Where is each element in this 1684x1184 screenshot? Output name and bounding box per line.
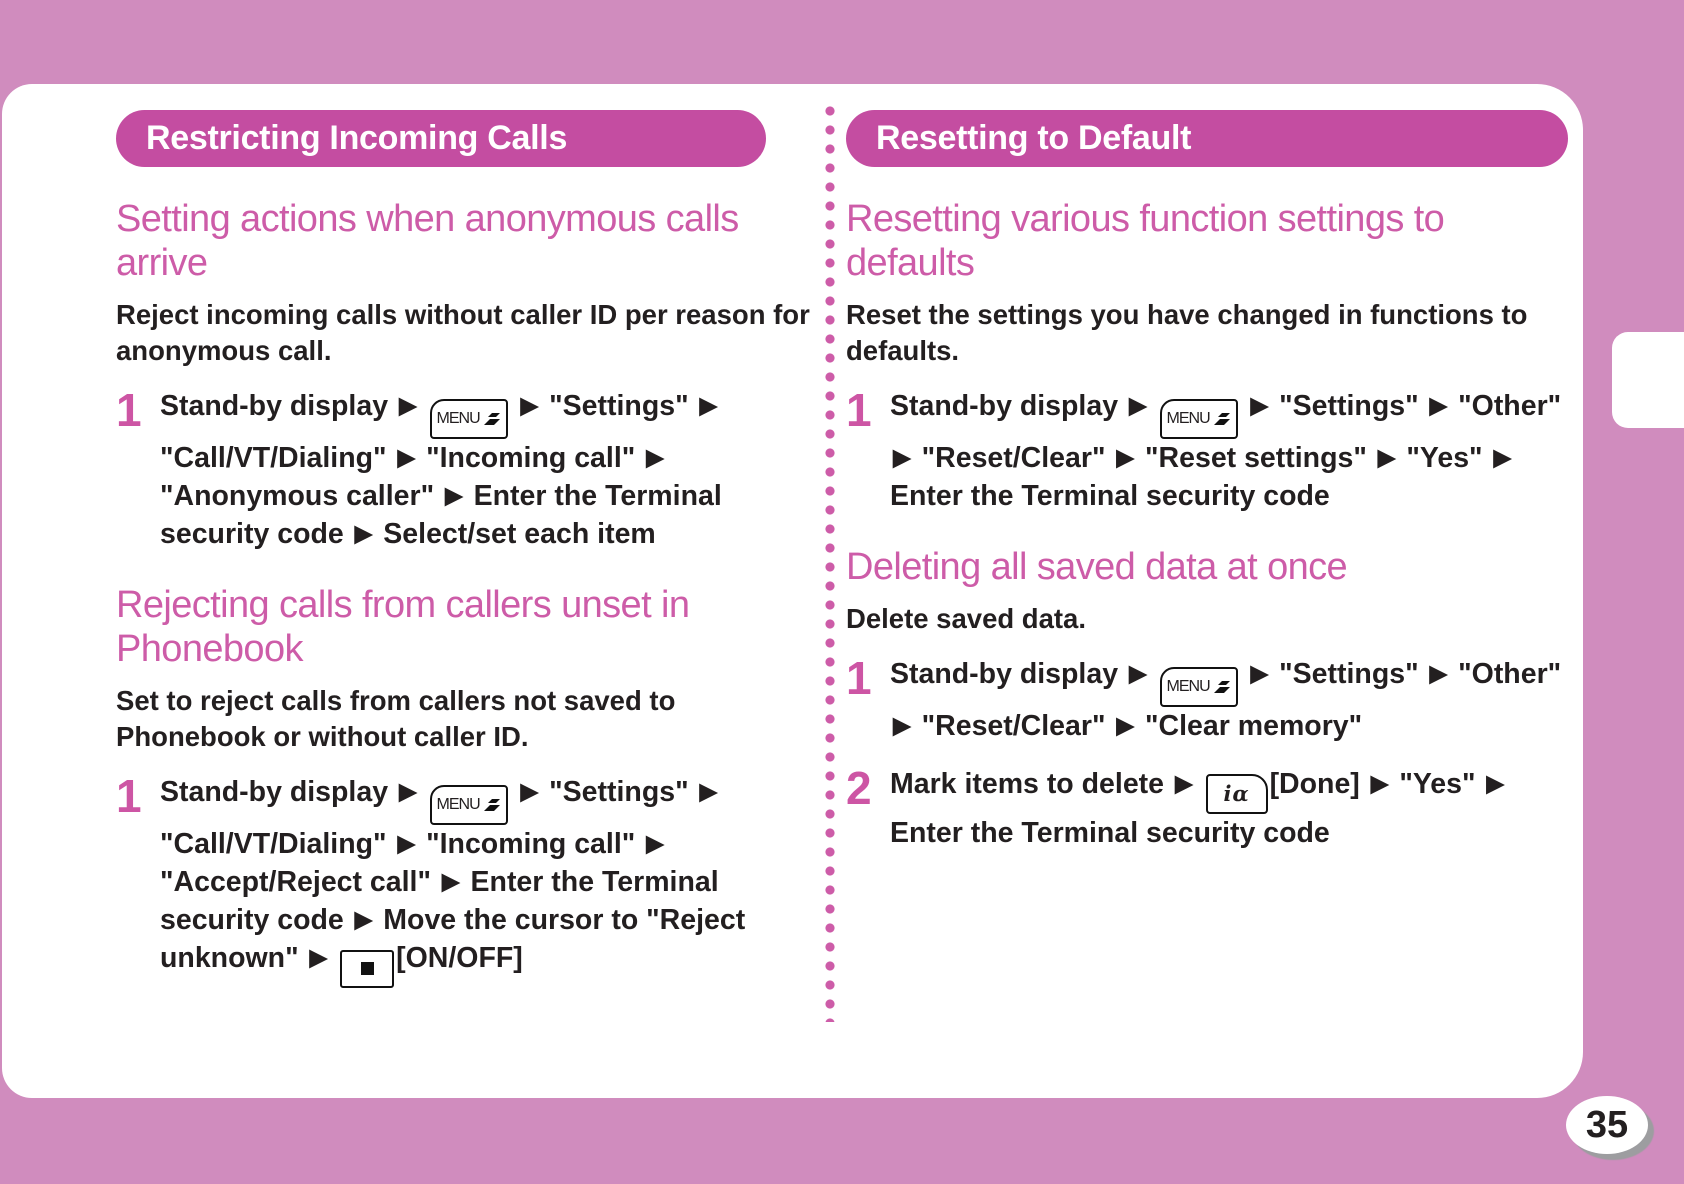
step-number: 1 bbox=[116, 769, 141, 822]
menu-key-label: MENU bbox=[436, 409, 480, 427]
step-arrow-icon: ▶ bbox=[520, 391, 539, 418]
subsection-title: Resetting various function settings to defaults bbox=[846, 198, 1445, 285]
menu-key-icon bbox=[1160, 667, 1238, 707]
flip-page-glyph bbox=[483, 412, 501, 426]
subsection-title: Deleting all saved data at once bbox=[846, 546, 1348, 589]
step-arrow-icon: ▶ bbox=[520, 777, 539, 804]
step-arrow-icon: ▶ bbox=[1116, 711, 1135, 738]
step-arrow-icon: ▶ bbox=[699, 391, 718, 418]
step-arrow-icon: ▶ bbox=[646, 829, 664, 856]
step-arrow-icon: ▶ bbox=[1174, 770, 1193, 797]
column-divider-dotted-line bbox=[825, 106, 835, 1022]
section-header-bar: Resetting to Default bbox=[846, 110, 1568, 167]
page-number: 35 bbox=[1585, 1103, 1629, 1146]
subsection-intro: Delete saved data. bbox=[846, 603, 1086, 635]
menu-key-label: MENU bbox=[1166, 409, 1210, 427]
step-arrow-icon: ▶ bbox=[1128, 659, 1147, 686]
page-number-badge bbox=[1566, 1096, 1648, 1154]
step-arrow-icon: ▶ bbox=[1493, 443, 1512, 470]
flip-page-glyph bbox=[1213, 680, 1231, 694]
flip-page-glyph bbox=[1213, 412, 1231, 426]
menu-key-icon bbox=[430, 785, 508, 825]
step-number: 1 bbox=[116, 383, 141, 436]
step-arrow-icon: ▶ bbox=[893, 443, 911, 470]
step-number: 1 bbox=[846, 383, 871, 436]
menu-key-label: MENU bbox=[1166, 677, 1210, 695]
content-card bbox=[2, 84, 1583, 1098]
step-item bbox=[846, 383, 1574, 515]
step-text: Stand-by display ▶ MENU ▶ "Settings" ▶ "Other" ▶ "Reset/Clear" ▶ "Clear memory" bbox=[890, 657, 1562, 742]
step-arrow-icon: ▶ bbox=[699, 777, 718, 804]
step-arrow-icon: ▶ bbox=[646, 443, 664, 470]
menu-key-label: MENU bbox=[436, 795, 480, 813]
step-arrow-icon: ▶ bbox=[1377, 443, 1396, 470]
center-key-square bbox=[361, 962, 374, 975]
step-arrow-icon: ▶ bbox=[1128, 391, 1147, 418]
step-arrow-icon: ▶ bbox=[1250, 659, 1269, 686]
right-column bbox=[846, 110, 1574, 872]
step-text: Stand-by display ▶ MENU ▶ "Settings" ▶ "Call/VT/Dialing" ▶ "Incoming call" ▶ "Anonymous caller" ▶ Enter the Terminal security code ▶ Select/set each item bbox=[160, 389, 722, 551]
left-column bbox=[116, 110, 828, 1008]
subsection-intro: Set to reject calls from callers not saved to Phonebook or without caller ID. bbox=[116, 685, 676, 753]
step-item bbox=[846, 651, 1574, 745]
step-number: 1 bbox=[846, 651, 871, 704]
step-arrow-icon: ▶ bbox=[445, 481, 463, 508]
step-arrow-icon: ▶ bbox=[1116, 443, 1135, 470]
step-number: 2 bbox=[846, 762, 871, 815]
step-arrow-icon: ▶ bbox=[398, 391, 417, 418]
step-text: Mark items to delete ▶ iα [Done] ▶ "Yes" ▶ Enter the Terminal security code bbox=[890, 765, 1574, 852]
step-arrow-icon: ▶ bbox=[354, 906, 373, 933]
menu-key-icon bbox=[430, 399, 508, 439]
step-arrow-icon: ▶ bbox=[309, 944, 328, 971]
step-arrow-icon: ▶ bbox=[397, 829, 416, 856]
subsection-title: Setting actions when anonymous calls arrive bbox=[116, 198, 739, 285]
step-arrow-icon: ▶ bbox=[1429, 659, 1448, 686]
subsection-title: Rejecting calls from callers unset in Phonebook bbox=[116, 584, 690, 671]
step-arrow-icon: ▶ bbox=[1250, 391, 1269, 418]
step-item bbox=[116, 769, 828, 988]
flip-page-glyph bbox=[483, 798, 501, 812]
i-alpha-key-icon: iα bbox=[1206, 774, 1268, 814]
step-arrow-icon: ▶ bbox=[398, 777, 417, 804]
section-header-bar: Restricting Incoming Calls bbox=[116, 110, 766, 167]
step-arrow-icon: ▶ bbox=[1370, 770, 1389, 797]
center-select-key-icon bbox=[340, 950, 394, 988]
step-arrow-icon: ▶ bbox=[354, 520, 373, 547]
subsection-intro: Reset the settings you have changed in functions to defaults. bbox=[846, 299, 1528, 366]
subsection-intro: Reject incoming calls without caller ID per reason for anonymous call. bbox=[116, 299, 810, 366]
step-text: Stand-by display ▶ MENU ▶ "Settings" ▶ "Other" ▶ "Reset/Clear" ▶ "Reset settings" ▶ "Yes" ▶ Enter the Terminal security code bbox=[890, 389, 1562, 512]
step-item bbox=[116, 383, 828, 554]
step-arrow-icon: ▶ bbox=[441, 868, 460, 895]
step-arrow-icon: ▶ bbox=[397, 443, 416, 470]
step-arrow-icon: ▶ bbox=[1486, 770, 1505, 797]
step-text: Stand-by display ▶ MENU ▶ "Settings" ▶ "Call/VT/Dialing" ▶ "Incoming call" ▶ "Accept/Reject call" ▶ Enter the Terminal security code ▶ Move the cursor to "Reject unknown" ▶ [ON/OFF] bbox=[160, 773, 828, 988]
step-arrow-icon: ▶ bbox=[893, 711, 911, 738]
chapter-side-tab bbox=[1612, 332, 1684, 428]
step-item bbox=[846, 762, 1574, 852]
menu-key-icon bbox=[1160, 399, 1238, 439]
step-arrow-icon: ▶ bbox=[1429, 391, 1448, 418]
